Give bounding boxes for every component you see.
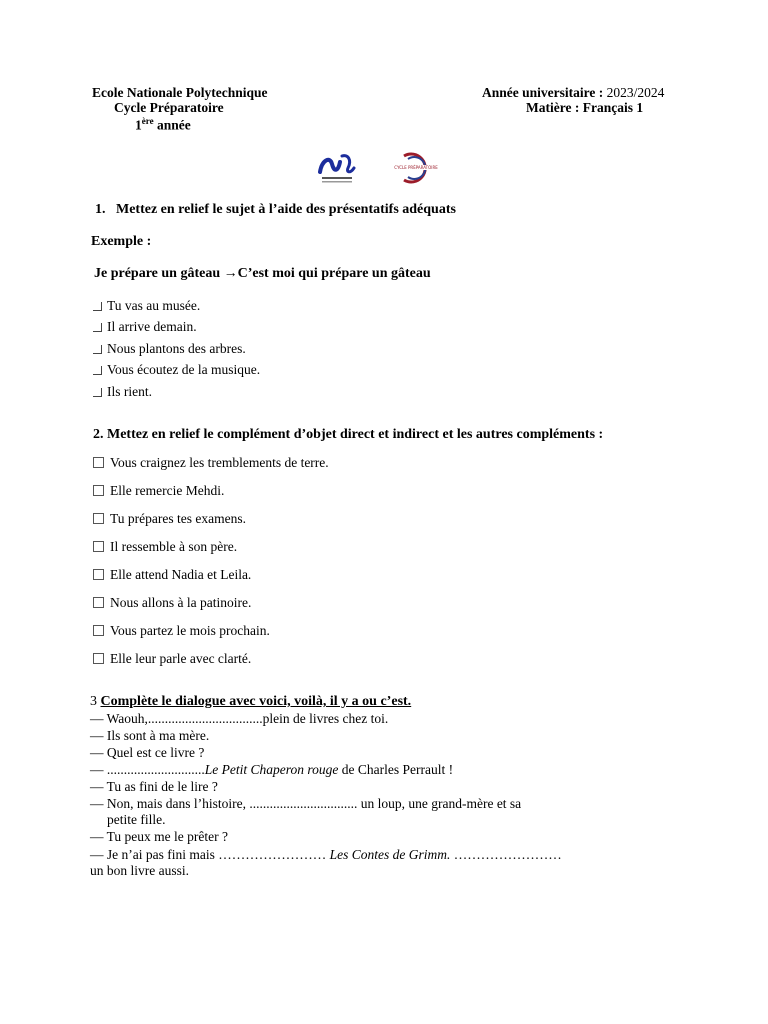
list-item: Vous craignez les tremblements de terre.	[93, 455, 329, 471]
section-3-title: 3 Complète le dialogue avec voici, voilà, il y a ou c’est.	[90, 694, 412, 709]
cycle-preparatoire-logo	[394, 150, 438, 186]
list-item: Elle attend Nadia et Leila.	[93, 567, 251, 583]
list-item: Il arrive demain.	[93, 319, 197, 335]
section-1-title: 1. Mettez en relief le sujet à l’aide des présentatifs adéquats	[95, 202, 456, 217]
list-item: Elle leur parle avec clarté.	[93, 651, 251, 667]
list-item: Il ressemble à son père.	[93, 539, 237, 555]
checkbox-icon	[93, 513, 104, 524]
dialogue-line: petite fille.	[107, 812, 166, 827]
list-item: Tu prépares tes examens.	[93, 511, 246, 527]
dialogue-line: un bon livre aussi.	[90, 863, 189, 878]
list-item: Nous plantons des arbres.	[93, 341, 246, 357]
checkbox-icon	[93, 653, 104, 664]
list-item: Tu vas au musée.	[93, 298, 200, 314]
dialogue-line: — Quel est ce livre ?	[90, 745, 205, 760]
checkbox-icon	[93, 569, 104, 580]
checkbox-icon	[93, 345, 102, 354]
checkbox-icon	[93, 457, 104, 468]
checkbox-icon	[93, 366, 102, 375]
checkbox-icon	[93, 625, 104, 636]
subject: Matière : Français 1	[526, 100, 644, 115]
dialogue-line: — Tu as fini de le lire ?	[90, 779, 218, 794]
checkbox-icon	[93, 597, 104, 608]
checkbox-icon	[93, 485, 104, 496]
dialogue-line: — .............................Le Petit Chaperon rouge de Charles Perrault !	[90, 762, 454, 777]
checkbox-icon	[93, 323, 102, 332]
checkbox-icon	[93, 388, 102, 397]
checkbox-icon	[93, 541, 104, 552]
section-2-title: 2. Mettez en relief le complément d’objet direct et indirect et les autres compléments :	[93, 427, 604, 442]
example-label: Exemple :	[91, 234, 152, 249]
school-name: Ecole Nationale Polytechnique	[92, 85, 268, 100]
list-item: Vous partez le mois prochain.	[93, 623, 270, 639]
dialogue-line: — Je n’ai pas fini mais …………………… Les Contes de Grimm. ……………………	[90, 847, 562, 862]
list-item: Ils rient.	[93, 384, 152, 400]
dialogue-line: — Waouh,..................................plein de livres chez toi.	[90, 711, 389, 726]
polytechnique-logo	[316, 150, 358, 186]
svg-text:CYCLE PRÉPARATOIRE: CYCLE PRÉPARATOIRE	[394, 165, 438, 170]
year-level: 1ère année	[135, 116, 191, 133]
dialogue-line: — Non, mais dans l’histoire, ................................ un loup, une grand-mère et sa	[90, 796, 522, 811]
dialogue-line: — Tu peux me le prêter ?	[90, 829, 228, 844]
list-item: Nous allons à la patinoire.	[93, 595, 251, 611]
cycle-name: Cycle Préparatoire	[114, 100, 224, 115]
dialogue-line: — Ils sont à ma mère.	[90, 728, 210, 743]
academic-year: Année universitaire : 2023/2024	[482, 85, 665, 100]
example-text: Je prépare un gâteau →C’est moi qui prépare un gâteau	[94, 266, 431, 281]
list-item: Elle remercie Mehdi.	[93, 483, 224, 499]
checkbox-icon	[93, 302, 102, 311]
list-item: Vous écoutez de la musique.	[93, 362, 260, 378]
